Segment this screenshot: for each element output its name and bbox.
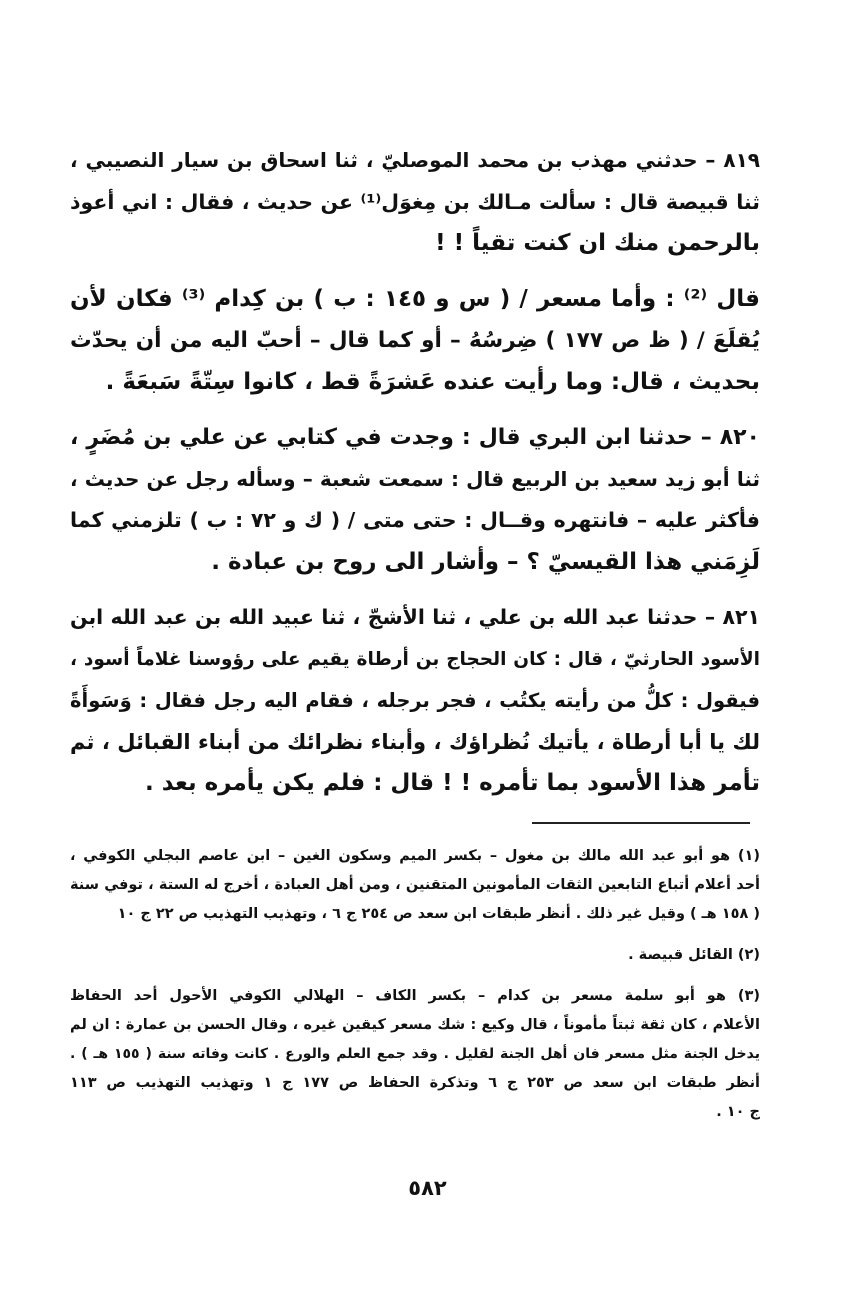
paragraph-821 xyxy=(70,597,760,805)
footnote-line: (٢) القائل قبيصة . xyxy=(628,947,760,963)
text-line: تأمر هذا الأسود بما تأمره ! ! قال : فلم يكن يأمره بعد . xyxy=(144,770,760,796)
footnote-line: ( ١٥٨ هـ ) وقيل غير ذلك . أنظر طبقات ابن سعد ص ٢٥٤ ج ٦ ، وتهذيب التهذيب ص ٢٢ ج ١٠ xyxy=(117,906,760,922)
main-text xyxy=(70,140,760,819)
text-line: لَزِمَني هذا القيسيّ ؟ – وأشار الى روح بن عبادة . xyxy=(211,548,760,575)
text-line: ٨٢٠ – حدثنا ابن البري قال : وجدت في كتابي عن علي بن مُضَرٍ ، xyxy=(70,425,760,450)
page-number: ٥٨٢ xyxy=(408,1176,447,1200)
paragraph-qala xyxy=(70,279,760,404)
text-line: ٨١٩ – حدثني مهذب بن محمد الموصليّ ، ثنا اسحاق بن سيار النصيبي ، xyxy=(70,148,760,172)
text-line: الأسود الحارثيّ ، قال : كان الحجاج بن أرطاة يقيم على رؤوسنا غلاماً أسود ، xyxy=(70,648,760,670)
text-line: بالرحمن منك ان كنت تقياً ! ! xyxy=(435,230,760,256)
text-line: لك يا أبا أرطاة ، يأتيك نُظراؤك ، وأبناء نظرائك من أبناء القبائل ، ثم xyxy=(70,729,760,754)
footnote-3 xyxy=(70,982,760,1127)
text-line: ٨٢١ – حدثنا عبد الله بن علي ، ثنا الأشجّ ، ثنا عبيد الله بن عبد الله ابن xyxy=(70,605,760,629)
text-line: فيقول : كلُّ من رأيته يكتُب ، فجر برجله ، فقام اليه رجل فقال : وَسَوأَةً xyxy=(70,689,760,712)
footnote-2 xyxy=(70,941,760,970)
footnote-line: (٣) هو أبو سلمة مسعر بن كدام – بكسر الكاف – الهلالي الكوفي الأحول أحد الحفاظ xyxy=(70,988,760,1004)
text-line: بحديث ، قال: وما رأيت عنده عَشرَةً قط ، كانوا سِتّةً سَبعَةً . xyxy=(105,368,760,395)
paragraph-819 xyxy=(70,140,760,265)
paragraph-820 xyxy=(70,417,760,583)
footnote-line: ج ١٠ . xyxy=(716,1104,760,1120)
text-line: يُقلَعَ / ( ظ ص ١٧٧ ) ضِرسُهُ – أو كما قال – أحبّ اليه من أن يحدّث xyxy=(70,328,760,353)
text-line: قال ⁽²⁾ : وأما مسعر / ( س و ١٤٥ : ب ) بن كِدام ⁽³⁾ فكان لأن xyxy=(70,285,760,312)
text-line: ثنا أبو زيد سعيد بن الربيع قال : سمعت شعبة – وسأله رجل عن حديث ، xyxy=(70,466,760,491)
footnote-line: الأعلام ، كان ثقة ثبتاً مأموناً ، قال وكيع : شك مسعر كيقين غيره ، وقال الحسن بن عمارة : ان لم xyxy=(70,1017,760,1033)
footnote-line: أحد أعلام أتباع التابعين الثقات المأمونين المتقنين ، ومن أهل العبادة ، أخرج له الستة ، توفي سنة xyxy=(70,877,760,893)
footnotes xyxy=(70,842,760,1139)
footnote-line: يدخل الجنة مثل مسعر فان أهل الجنة لقليل . وقد جمع العلم والورع . كانت وفاته سنة ( ١٥٥ هـ ) . xyxy=(70,1046,760,1062)
footnote-divider xyxy=(532,822,750,824)
footnote-line: (١) هو أبو عبد الله مالك بن مغول – بكسر الميم وسكون الغين – ابن عاصم البجلي الكوفي ، xyxy=(70,848,760,864)
footnote-1 xyxy=(70,842,760,929)
text-line: فأكثر عليه – فانتهره وقــال : حتى متى / ( ك و ٧٢ : ب ) تلزمني كما xyxy=(70,508,760,532)
footnote-line: أنظر طبقات ابن سعد ص ٢٥٣ ج ٦ وتذكرة الحفاظ ص ١٧٧ ج ١ وتهذيب التهذيب ص ١١٣ xyxy=(70,1075,761,1091)
text-line: ثنا قبيصة قال : سألت مـالك بن مِغوَل⁽¹⁾ عن حديث ، فقال : اني أعوذ xyxy=(70,189,760,214)
